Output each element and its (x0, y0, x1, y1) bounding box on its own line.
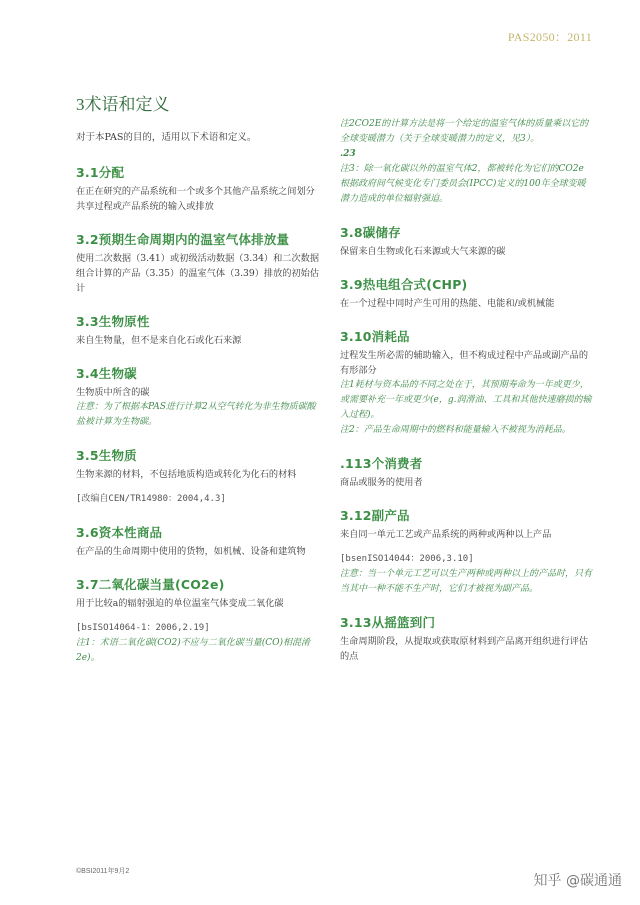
left-column (76, 120, 320, 682)
page-title: 3术语和定义 (76, 95, 170, 114)
term-heading: 3.3生物原性 (76, 313, 150, 329)
term-heading: 3.5生物质 (76, 447, 137, 463)
term-definition: 来自同一单元工艺或产品系统的两种或两种以上产品 (340, 529, 552, 540)
term-heading: 3.9热电组合式(CHP) (340, 277, 468, 292)
term-heading: 3.4生物碳 (76, 365, 137, 381)
term-consumer (340, 454, 592, 490)
term-heading: 3.13从摇篮到门 (340, 615, 436, 630)
term-note: 注2：产品生命周期中的燃料和能量输入不被视为消耗品。 (340, 425, 571, 435)
continued-note: 注2CO2E的计算方法是将一个给定的温室气体的质量乘以它的全球变暖潜力（关于全球变暖潜力的定义，见3）。 (340, 119, 589, 144)
term-co-product (340, 506, 592, 597)
term-biomass (76, 446, 320, 507)
term-definition: 生物来源的材料，不包括地质构造或转化为化石的材料 (76, 468, 297, 480)
term-heading: 3.2预期生命周期内的温室气体排放量 (76, 231, 290, 247)
term-reference: [改编自CEN/TR14980：2004,4.3] (76, 493, 226, 504)
term-definition: 使用二次数据（3.41）或初级活动数据（3.34）和二次数据组合计算的产品（3.35）的温室气体（3.39）排放的初始估计 (76, 252, 320, 294)
term-heading: 3.12副产品 (340, 508, 410, 523)
right-column (340, 120, 592, 680)
term-definition: 在正在研究的产品系统和一个或多个其他产品系统之间划分共享过程或产品系统的输入或排放 (76, 185, 315, 212)
term-capital-goods (76, 523, 320, 559)
term-consumables (340, 327, 592, 438)
term-heading: 3.7二氧化碳当量(CO2e) (76, 576, 225, 592)
term-definition: 来自生物量，但不是来自化石或化石来源 (76, 334, 242, 346)
term-definition: 商品或服务的使用者 (340, 477, 423, 488)
term-definition: 在产品的生命周期中使用的货物，如机械、设备和建筑物 (76, 545, 306, 557)
term-carbon-storage (340, 223, 592, 259)
term-note: 注意：当一个单元工艺可以生产两种或两种以上的产品时，只有当其中一种不能不生产时，它们才被视为副产品。 (340, 569, 593, 594)
term-note: 注意：为了根据本PAS进行计算2从空气转化为非生物质碳酸盐被计算为生物碳。 (76, 401, 316, 427)
term-note: 注1：术语二氧化碳(CO2)不应与二氧化碳当量(CO)相混淆2e)。 (76, 637, 311, 663)
watermark: 知乎 @碳通通 (533, 873, 622, 889)
term-definition: 生物质中所含的碳 (76, 386, 150, 398)
term-reference: [bsISO14064-1：2006,2.19] (76, 622, 210, 633)
term-co2e (76, 575, 320, 666)
term-definition: 用于比较a的辐射强迫的单位温室气体变成二氧化碳 (76, 597, 284, 609)
intro-text: 对于本PAS的目的，适用以下术语和定义。 (76, 131, 257, 143)
term-heading: 3.8碳储存 (340, 225, 401, 240)
term-allocation (76, 163, 320, 214)
term-anticipated-emissions (76, 230, 320, 296)
term-cradle-to-gate (340, 613, 592, 664)
term-definition: 生命周期阶段，从提取或获取原材料到产品离开组织进行评估的点 (340, 636, 589, 662)
continued-note: .23 (340, 149, 356, 159)
running-header: PAS2050：2011 (507, 30, 592, 44)
term-heading: 3.1分配 (76, 164, 125, 180)
term-definition: 过程发生所必需的辅助输入，但不构成过程中产品或副产品的有形部分 (340, 350, 589, 376)
term-heading: 3.10消耗品 (340, 329, 410, 344)
term-reference: [bsenISO14044：2006,3.10] (340, 554, 474, 564)
term-definition: 在一个过程中同时产生可用的热能、电能和/或机械能 (340, 298, 555, 309)
continued-note: 注3：除一氧化碳以外的温室气体2，都被转化为它们的CO2e根据政府间气候变化专门委员会(IPCC)定义的100年全球变暖潜力造成的单位辐射强迫。 (340, 164, 586, 204)
term-note: 注1耗材与资本品的不同之处在于，其预期寿命为一年或更少，或需要补充一年或更少(e，g.润滑油、工具和其他快速磨损的输入过程)。 (340, 380, 592, 420)
term-definition: 保留来自生物或化石来源或大气来源的碳 (340, 246, 506, 257)
term-heading: 3.6资本性商品 (76, 524, 163, 540)
term-chp (340, 275, 592, 311)
term-biogenic-carbon (76, 364, 320, 430)
term-heading: .113个消费者 (340, 456, 423, 471)
footer-copyright: ©BSI2011年9月2 (76, 868, 130, 875)
term-biogenic (76, 312, 320, 348)
